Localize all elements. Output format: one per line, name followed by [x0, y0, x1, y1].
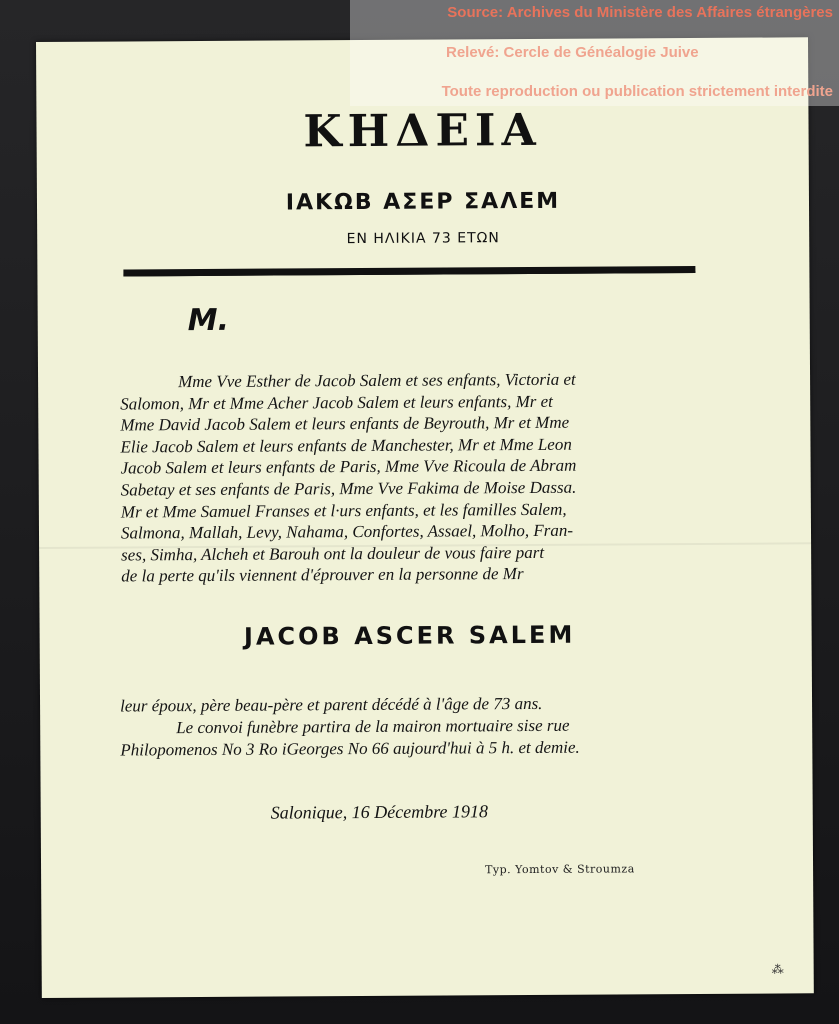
salutation: M.	[187, 302, 230, 339]
announcement-line: Jacob Salem et leurs enfants de Paris, Mme Vve Ricoula de Abram	[120, 456, 577, 478]
announcement-line: Mme David Jacob Salem et leurs enfants de Beyrouth, Mr et Mme	[120, 412, 570, 435]
announcement-paragraph	[120, 368, 701, 587]
ink-mark: ⁂	[771, 962, 784, 977]
details-line: leur époux, père beau-père et parent décédé à l'âge de 73 ans.	[119, 693, 543, 716]
funeral-details	[120, 692, 710, 762]
announcement-line: Salomon, Mr et Mme Acher Jacob Salem et leurs enfants, Mr et	[120, 391, 553, 414]
details-line: Philopomenos No 3 Ro iGeorges No 66 aujourd'hui à 5 h. et demie.	[120, 737, 580, 760]
announcement-line: Salmona, Mallah, Levy, Nahama, Confortes, Assael, Molho, Fran-	[120, 520, 574, 543]
announcement-line: ses, Simha, Alcheh et Barouh ont la douleur de vous faire part	[121, 542, 545, 565]
deceased-name: JACOB ASCER SALEM	[243, 620, 576, 651]
watermark-source: Source: Archives du Ministère des Affaires étrangères	[447, 4, 833, 21]
announcement-line: Mr et Mme Samuel Franses et l·urs enfants, et les familles Salem,	[120, 499, 567, 522]
details-line: Le convoi funèbre partira de la mairon mortuaire sise rue	[176, 715, 570, 738]
title-divider	[123, 266, 695, 276]
greek-name: ΙΑΚΩΒ ΑΣΕΡ ΣΑΛΕΜ	[285, 188, 561, 216]
dateline: Salonique, 16 Décembre 1918	[270, 801, 489, 823]
announcement-line: Sabetay et ses enfants de Paris, Mme Vve Fakima de Moise Dassa.	[120, 477, 577, 500]
announcement-line: Mme Vve Esther de Jacob Salem et ses enfants, Victoria et	[178, 369, 576, 392]
notice-title: ΚΗΔΕΙΑ	[303, 104, 542, 158]
printer-credit: Typ. Yomtov & Stroumza	[485, 862, 635, 877]
funeral-notice-sheet	[36, 37, 814, 998]
announcement-line: de la perte qu'ils viennent d'éprouver en la personne de Mr	[121, 564, 524, 586]
watermark-releve: Relevé: Cercle de Généalogie Juive	[446, 44, 699, 61]
watermark-rights: Toute reproduction ou publication strictement interdite	[441, 83, 833, 100]
greek-age: ΕΝ ΗΛΙΚΙΑ 73 ΕΤΩΝ	[346, 230, 500, 248]
announcement-line: Elie Jacob Salem et leurs enfants de Manchester, Mr et Mme Leon	[120, 434, 572, 457]
